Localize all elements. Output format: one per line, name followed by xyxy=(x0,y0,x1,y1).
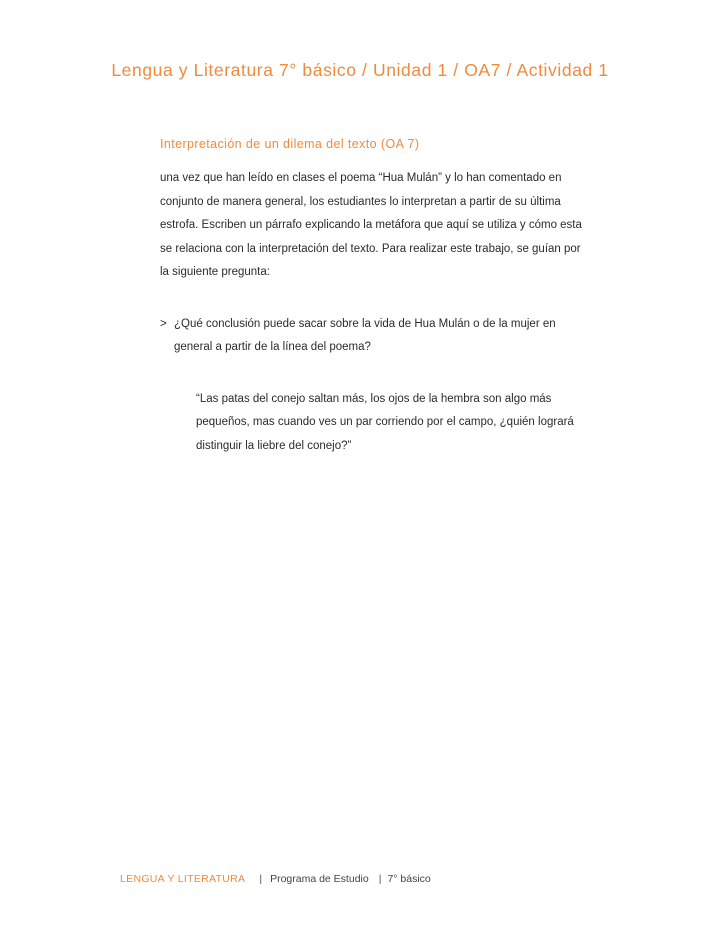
footer-subject: LENGUA Y LITERATURA xyxy=(120,873,246,885)
footer-separator: | xyxy=(378,873,382,885)
activity-content xyxy=(160,136,590,458)
question-text: ¿Qué conclusión puede sacar sobre la vida de Hua Mulán o de la mujer en general a partir de la línea del poema? xyxy=(174,317,556,353)
footer-separator: | xyxy=(259,873,263,885)
section-title: Interpretación de un dilema del texto (OA 7) xyxy=(160,137,420,151)
poem-quote: “Las patas del conejo saltan más, los ojos de la hembra son algo más pequeños, mas cuando ves un par corriendo por el campo, ¿quién logrará distinguir la liebre del conejo?” xyxy=(196,392,574,452)
footer-program: Programa de Estudio xyxy=(270,873,369,885)
bullet-arrow-icon: > xyxy=(160,317,167,330)
guiding-question xyxy=(160,313,590,360)
instructions-paragraph: una vez que han leído en clases el poema “Hua Mulán” y lo han comentado en conjunto de manera general, los estudiantes lo interpretan a partir de su última estrofa. Escriben un párrafo explicando la metáfora que aquí se utiliza y cómo esta se relaciona con la interpretación del texto. Para realizar este trabajo, se guían por la siguiente pregunta: xyxy=(160,172,582,278)
page-footer xyxy=(120,873,431,885)
footer-level: 7° básico xyxy=(387,873,431,885)
page-header: Lengua y Literatura 7° básico / Unidad 1 / OA7 / Actividad 1 xyxy=(111,60,609,80)
